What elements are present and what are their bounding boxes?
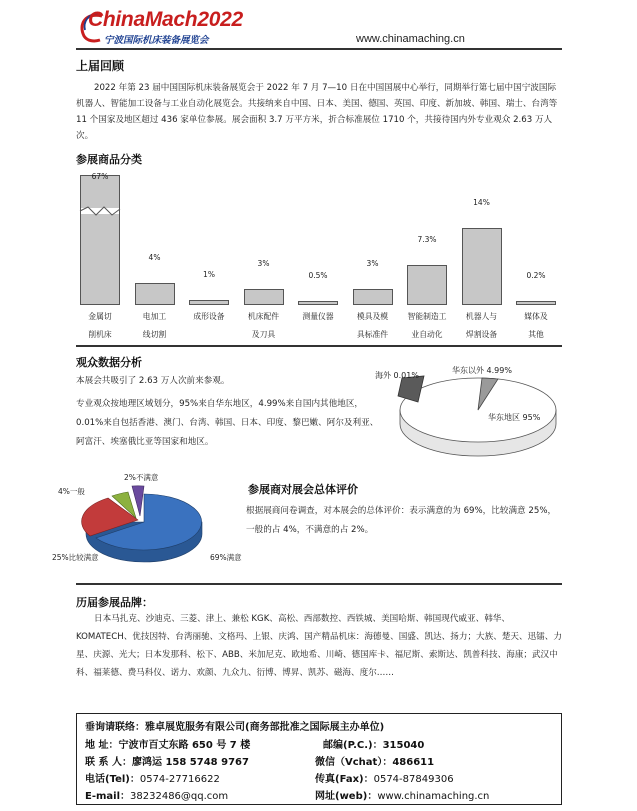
email-label: E-mail： <box>85 791 131 802</box>
bar-2 <box>189 300 229 306</box>
contact-person-value: 廖鸿运 158 5748 9767 <box>131 757 249 768</box>
pie-label-fairly-satisfied: 25%比较满意 <box>52 553 99 562</box>
review-paragraph: 2022 年第 23 届中国国际机床装备展览会于 2022 年 7 月 7—10 日在中国国展中心举行，同期举行第七届中国宁波国际机器人、智能加工设备与工业自动化展览会。共接纳来自中国、日本、美国、德国、英国、印度、新加坡、韩国、瑞士、台湾等 11 个国家及地区超过 436 家单位参展。展会面积 3.7 万平方米，折合标准展位 1710 个，共接待国内外专业观众 2.63 万人次。 <box>76 83 558 141</box>
contact-box <box>76 713 562 805</box>
audience-paragraph: 专业观众按地理区域划分，95%来自华东地区，4.99%来自国内其他地区，0.01%来自包括香港、澳门、台湾、韩国、日本、印度、黎巴嫩、阿尔及利亚、阿富汗、埃塞俄比亚等国家和地区。 <box>76 399 379 447</box>
company-name: 雅卓展览服务有限公司(商务部批准之国际展主办单位) <box>145 722 385 733</box>
tel-label: 电话(Tel)： <box>85 774 140 785</box>
audience-line1: 本展会共吸引了 2.63 万人次前来参观。 <box>76 376 230 386</box>
contact-line-1 <box>85 718 384 733</box>
bar-value-label: 7.3% <box>417 234 437 244</box>
contact-line-5 <box>85 787 228 802</box>
contact-line-3 <box>85 753 249 768</box>
wechat-value: 486611 <box>392 757 435 768</box>
section-divider-2 <box>76 583 562 585</box>
contact-line-4 <box>85 770 220 785</box>
pie-label-outside-east: 华东以外 4.99% <box>452 366 512 375</box>
zip-value: 315040 <box>382 740 425 751</box>
pie-label-dissatisfied: 2%不满意 <box>124 473 159 482</box>
contact-zip <box>323 736 424 751</box>
zip-label: 邮编(P.C.)： <box>323 740 383 751</box>
wechat-label: 微信（Vchat）： <box>315 757 393 768</box>
bar-value-label: 3% <box>366 258 379 268</box>
bar-category-label: 智能制造工 业自动化 <box>407 312 447 339</box>
section-divider <box>76 345 562 347</box>
bar-value-label: 4% <box>148 253 161 262</box>
bar-category-label: 媒体及 其他 <box>524 312 548 339</box>
contact-person-label: 联 系 人： <box>85 757 132 768</box>
bar-category-label: 测量仪器 <box>302 312 334 321</box>
bar-6 <box>407 265 447 305</box>
bar-category-label: 机床配件 及刀具 <box>247 312 280 339</box>
tel-value: 0574-27716622 <box>139 774 220 785</box>
category-bar-chart <box>0 0 637 345</box>
review-title: 上届回顾 <box>76 59 125 73</box>
fax-value: 0574-87849306 <box>373 774 454 785</box>
evaluation-title: 参展商对展会总体评价 <box>248 483 358 496</box>
contact-line-2 <box>85 736 250 751</box>
bar-category-label: 模具及模 具标准件 <box>356 312 389 339</box>
contact-web <box>315 787 489 802</box>
logo-text: ChinaMach2022 <box>88 8 243 31</box>
pie-label-satisfied: 69%满意 <box>210 553 242 562</box>
bar-8 <box>516 301 556 305</box>
contact-fax <box>315 770 454 785</box>
logo-subtitle: 宁波国际机床装备展览会 <box>104 35 209 46</box>
bar-4 <box>298 301 338 305</box>
audience-title: 观众数据分析 <box>76 356 142 369</box>
bar-7 <box>462 228 502 305</box>
bar-value-label: 14% <box>473 198 490 207</box>
bar-5 <box>353 289 393 306</box>
bar-value-label: 3% <box>257 258 270 268</box>
bar-category-label: 机器人与 焊割设备 <box>465 312 498 339</box>
bar-value-label: 67% <box>91 172 109 181</box>
bar-category-label: 电加工 线切割 <box>142 312 167 339</box>
bar-value-label: 0.5% <box>308 271 328 280</box>
bar-1 <box>135 283 175 305</box>
pie-label-east-china: 华东地区 95% <box>488 413 541 422</box>
pie-label-overseas: 海外 0.01% <box>375 371 419 380</box>
contact-wechat <box>315 753 434 768</box>
evaluation-paragraph: 根据展商问卷调查，对本展会的总体评价：表示满意的为 69%，比较满意 25%，一般的占 4%，不满意的占 2%。 <box>246 506 557 535</box>
categories-title: 参展商品分类 <box>76 153 142 166</box>
fax-label: 传真(Fax)： <box>315 774 374 785</box>
brands-paragraph: 日本马扎克、沙迪克、三菱、津上、兼松 KGK、高松、西部数控、西铁城、美国哈斯、韩国现代威亚、韩华、KOMATECH、优技因特、台湾丽驰、文格玛、上银、庆鸿、国产精品机床：海德曼、国盛、凯达、扬力；大族、楚天、迅镭、力星、庆源、光大；日本发那科、松下、ABB、米加尼克、欧地希、川崎、德国库卡、福尼斯、索斯达、凯普科技、海康；武汉中科、福莱德、费马科仪、诺力、欢颜、九众九、衍博、博昇、凯苏、磁海、度尔…… <box>76 614 562 678</box>
email-link[interactable]: 38232486@qq.com <box>130 791 229 802</box>
contact-label: 垂询请联络： <box>85 722 145 733</box>
bar-category-label: 金属切 削机床 <box>88 312 112 339</box>
brands-title: 历届参展品牌： <box>76 596 153 609</box>
region-pie-chart <box>375 358 570 468</box>
website-link[interactable]: www.chinamaching.cn <box>377 791 490 802</box>
bar-category-label: 成形设备 <box>193 312 225 321</box>
bar-0 <box>80 175 120 305</box>
bar-3 <box>244 289 284 306</box>
bar-value-label: 0.2% <box>526 271 546 280</box>
web-label: 网址(web)： <box>315 791 378 802</box>
pie-label-average: 4%一般 <box>58 487 85 496</box>
address-value: 宁波市百丈东路 650 号 7 楼 <box>118 740 251 751</box>
axis-break-icon <box>80 206 120 216</box>
satisfaction-pie-chart <box>48 470 248 580</box>
address-label: 地 址： <box>85 740 119 751</box>
bar-value-label: 1% <box>203 269 215 279</box>
header-website: www.chinamaching.cn <box>356 33 465 45</box>
